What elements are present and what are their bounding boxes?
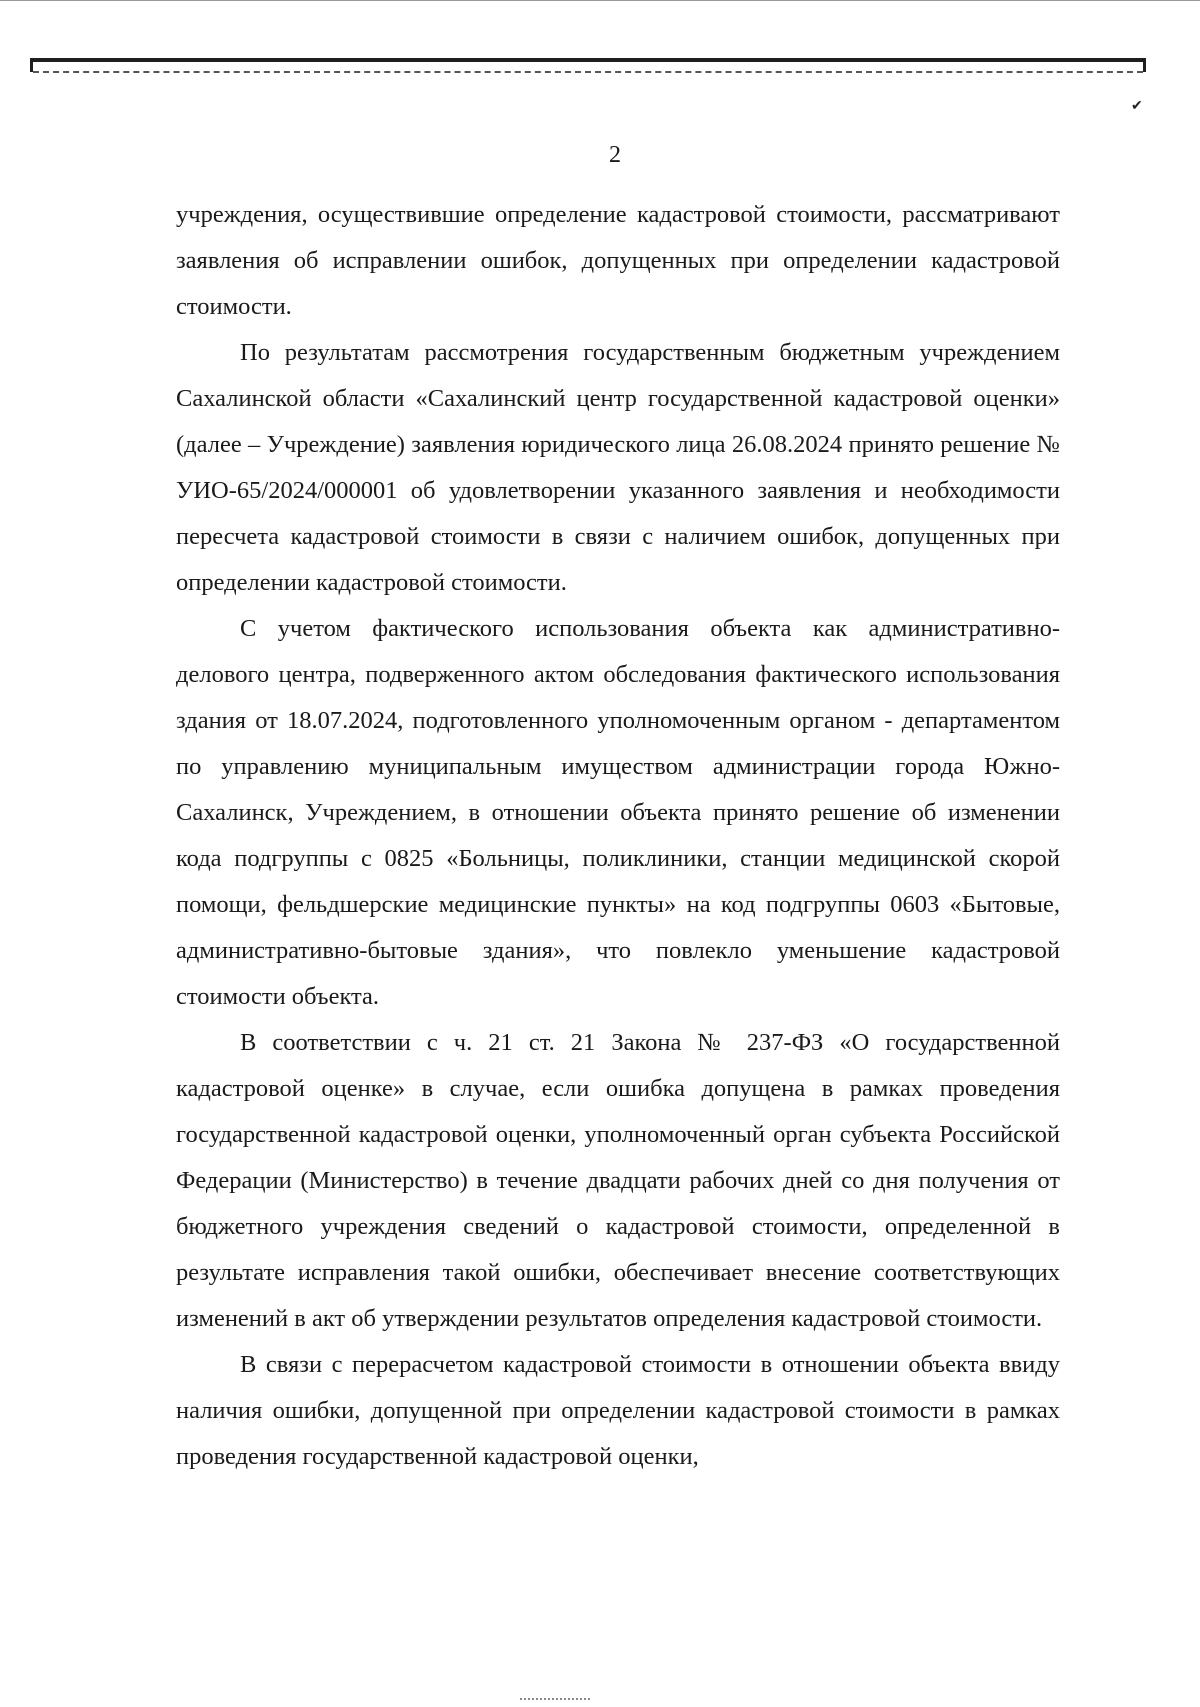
scan-bottom-mark <box>520 1698 590 1700</box>
scan-frame-border <box>30 58 1146 72</box>
paragraph-continuation: учреждения, осуществившие определение кадастровой стоимости, рассматривают заявления об исправлении ошибок, допущенных при определении кадастровой стоимости. <box>176 201 1060 320</box>
document-body <box>176 192 1060 1480</box>
scan-mark: ✔ <box>1131 99 1143 114</box>
paragraph-decision: По результатам рассмотрения государственным бюджетным учреждением Сахалинской области «Сахалинский центр государственной кадастровой оценки» (далее – Учреждение) заявления юридического лица 26.08.2024 принято решение № УИО-65/2024/000001 об удовлетворении указанного заявления и необходимости пересчета кадастровой стоимости в связи с наличием ошибок, допущенных при определении кадастровой стоимости. <box>176 339 1060 596</box>
page-number: 2 <box>609 142 621 168</box>
paragraph-recalculation: В связи с перерасчетом кадастровой стоимости в отношении объекта ввиду наличия ошибки, допущенной при определении кадастровой стоимости в рамках проведения государственной кадастровой оценки, <box>176 1351 1060 1470</box>
scan-top-edge <box>0 0 1200 1</box>
paragraph-object-usage: С учетом фактического использования объекта как административно-делового центра, подверженного актом обследования фактического использования здания от 18.07.2024, подготовленного уполномоченным органом - департаментом по управлению муниципальным имуществом администрации города Южно-Сахалинск, Учреждением, в отношении объекта принято решение об изменении кода подгруппы с 0825 «Больницы, поликлиники, станции медицинской скорой помощи, фельдшерские медицинские пункты» на код подгруппы 0603 «Бытовые, административно-бытовые здания», что повлекло уменьшение кадастровой стоимости объекта. <box>176 615 1060 1010</box>
paragraph-law-reference: В соответствии с ч. 21 ст. 21 Закона № 237-ФЗ «О государственной кадастровой оценке» в случае, если ошибка допущена в рамках проведения государственной кадастровой оценки, уполномоченный орган субъекта Российской Федерации (Министерство) в течение двадцати рабочих дней со дня получения от бюджетного учреждения сведений о кадастровой стоимости, определенной в результате исправления такой ошибки, обеспечивает внесение соответствующих изменений в акт об утверждении результатов определения кадастровой стоимости. <box>176 1029 1060 1332</box>
